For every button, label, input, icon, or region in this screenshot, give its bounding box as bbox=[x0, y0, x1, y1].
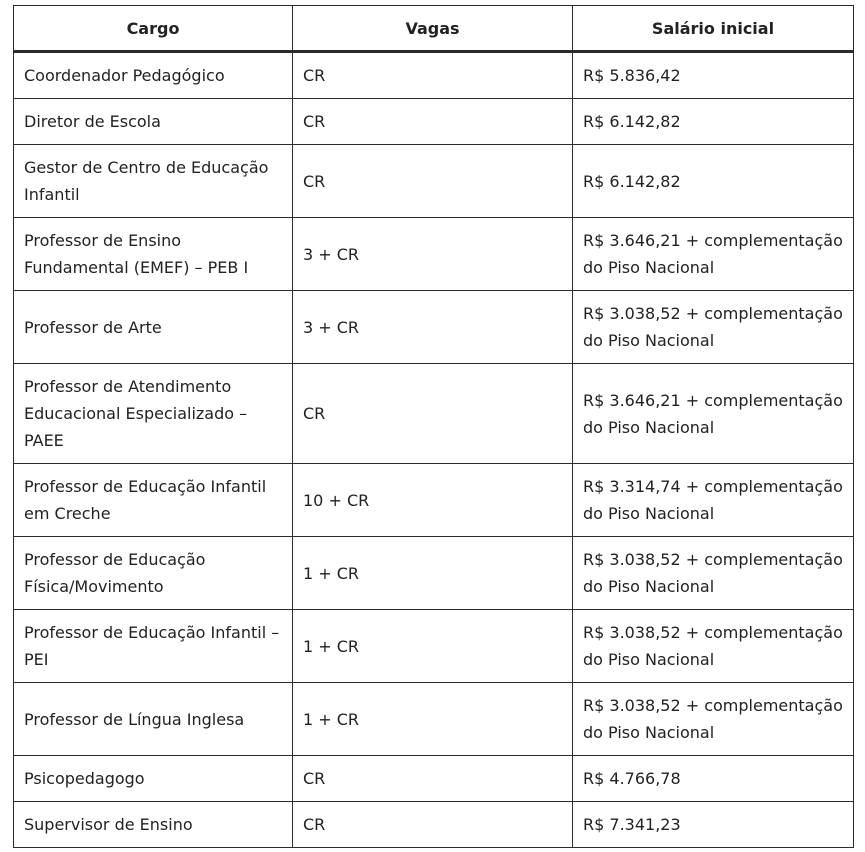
cell-salario: R$ 3.314,74 + complementação do Piso Nacional bbox=[573, 464, 854, 537]
cell-vagas: 3 + CR bbox=[293, 218, 573, 291]
cell-salario: R$ 6.142,82 bbox=[573, 145, 854, 218]
cell-cargo: Gestor de Centro de Educação Infantil bbox=[14, 145, 293, 218]
cell-cargo: Professor de Ensino Fundamental (EMEF) – PEB I bbox=[14, 218, 293, 291]
table-row bbox=[14, 291, 854, 364]
table-row bbox=[14, 145, 854, 218]
header-cargo: Cargo bbox=[14, 6, 293, 52]
cell-cargo: Professor de Educação Física/Movimento bbox=[14, 537, 293, 610]
cell-vagas: CR bbox=[293, 52, 573, 99]
header-row bbox=[14, 6, 854, 52]
table-row bbox=[14, 802, 854, 848]
table-row bbox=[14, 99, 854, 145]
table-row bbox=[14, 464, 854, 537]
cell-cargo: Supervisor de Ensino bbox=[14, 802, 293, 848]
cell-vagas: 10 + CR bbox=[293, 464, 573, 537]
cell-cargo: Professor de Educação Infantil em Creche bbox=[14, 464, 293, 537]
table-body bbox=[14, 52, 854, 848]
cell-salario: R$ 5.836,42 bbox=[573, 52, 854, 99]
table-header bbox=[14, 6, 854, 52]
cell-cargo: Professor de Arte bbox=[14, 291, 293, 364]
table-row bbox=[14, 756, 854, 802]
cell-cargo: Diretor de Escola bbox=[14, 99, 293, 145]
table-row bbox=[14, 364, 854, 464]
table-row bbox=[14, 537, 854, 610]
cell-vagas: 1 + CR bbox=[293, 610, 573, 683]
table-row bbox=[14, 52, 854, 99]
cell-cargo: Professor de Educação Infantil – PEI bbox=[14, 610, 293, 683]
cell-cargo: Professor de Atendimento Educacional Especializado – PAEE bbox=[14, 364, 293, 464]
header-vagas: Vagas bbox=[293, 6, 573, 52]
cell-salario: R$ 3.038,52 + complementação do Piso Nacional bbox=[573, 291, 854, 364]
cell-vagas: 1 + CR bbox=[293, 537, 573, 610]
table-row bbox=[14, 683, 854, 756]
cell-salario: R$ 3.038,52 + complementação do Piso Nacional bbox=[573, 610, 854, 683]
cell-vagas: CR bbox=[293, 364, 573, 464]
cell-salario: R$ 3.646,21 + complementação do Piso Nacional bbox=[573, 218, 854, 291]
vacancies-table bbox=[13, 5, 854, 848]
cell-salario: R$ 4.766,78 bbox=[573, 756, 854, 802]
cell-salario: R$ 7.341,23 bbox=[573, 802, 854, 848]
cell-cargo: Professor de Língua Inglesa bbox=[14, 683, 293, 756]
cell-vagas: CR bbox=[293, 802, 573, 848]
table-row bbox=[14, 218, 854, 291]
cell-salario: R$ 3.646,21 + complementação do Piso Nacional bbox=[573, 364, 854, 464]
cell-salario: R$ 3.038,52 + complementação do Piso Nacional bbox=[573, 537, 854, 610]
cell-vagas: CR bbox=[293, 756, 573, 802]
cell-cargo: Coordenador Pedagógico bbox=[14, 52, 293, 99]
vacancies-table-container bbox=[13, 5, 853, 848]
table-row bbox=[14, 610, 854, 683]
cell-vagas: 1 + CR bbox=[293, 683, 573, 756]
cell-salario: R$ 6.142,82 bbox=[573, 99, 854, 145]
cell-vagas: CR bbox=[293, 145, 573, 218]
cell-vagas: CR bbox=[293, 99, 573, 145]
cell-vagas: 3 + CR bbox=[293, 291, 573, 364]
header-salario: Salário inicial bbox=[573, 6, 854, 52]
cell-cargo: Psicopedagogo bbox=[14, 756, 293, 802]
cell-salario: R$ 3.038,52 + complementação do Piso Nacional bbox=[573, 683, 854, 756]
